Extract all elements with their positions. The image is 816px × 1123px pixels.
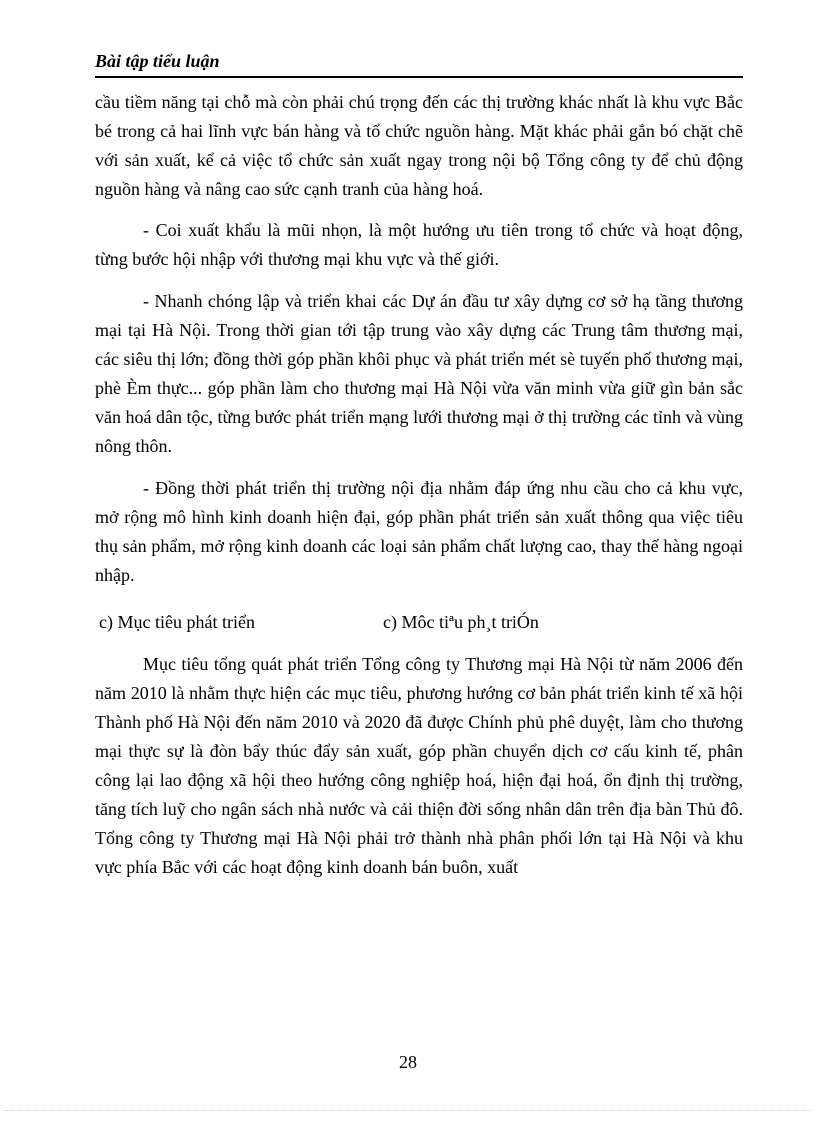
paragraph-development-goals: Mục tiêu tổng quát phát triển Tổng công ty Thương mại Hà Nội từ năm 2006 đến năm 2010 là nhằm thực hiện các mục tiêu, phương hướng cơ bản phát triển kinh tế xã hội Thành phố Hà Nội đến năm 2010 và 2020 đã được Chính phủ phê duyệt, làm cho thương mại thực sự là đòn bẩy thúc đẩy sản xuất, góp phần chuyển dịch cơ cấu kinh tế, phân công lại lao động xã hội theo hướng công nghiệp hoá, hiện đại hoá, ổn định thị trường, tăng tích luỹ cho ngân sách nhà nước và cải thiện đời sống nhân dân trên địa bàn Thủ đô. Tổng công ty Thương mại Hà Nội phải trở thành nhà phân phối lớn tại Hà Nội và khu vực phía Bắc với các hoạt động kinh doanh bán buôn, xuất (95, 654, 743, 877)
subheading-row (95, 608, 743, 637)
paragraph-export-priority: - Coi xuất khẩu là mũi nhọn, là một hướng ưu tiên trong tổ chức và hoạt động, từng bước hội nhập với thương mại khu vực và thế giới. (95, 220, 743, 269)
header-title: Bài tập tiểu luận (95, 51, 220, 71)
bottom-divider (4, 1110, 812, 1111)
paragraph-continuation: cầu tiềm năng tại chỗ mà còn phải chú trọng đến các thị trường khác nhất là khu vực Bắc bé trong cả hai lĩnh vực bán hàng và tổ chức nguồn hàng. Mặt khác phải gắn bó chặt chẽ với sản xuất, kể cả việc tổ chức sản xuất ngay trong nội bộ Tổng công ty để chủ động nguồn hàng và nâng cao sức cạnh tranh của hàng hoá. (95, 92, 743, 199)
document-body (95, 88, 743, 882)
page-header (95, 50, 743, 78)
subheading-right-garbled: c) Môc tiªu ph¸t triÓn (383, 612, 539, 632)
subheading-left: c) Mục tiêu phát triển (99, 612, 255, 632)
page-number: 28 (399, 1052, 417, 1072)
paragraph-infrastructure: - Nhanh chóng lập và triển khai các Dự án đầu tư xây dựng cơ sở hạ tầng thương mại tại Hà Nội. Trong thời gian tới tập trung vào xây dựng các Trung tâm thương mại, các siêu thị lớn; đồng thời góp phần khôi phục và phát triển mét sè tuyến phố thương mại, phè Èm thực... góp phần làm cho thương mại Hà Nội vừa văn minh vừa giữ gìn bản sắc văn hoá dân tộc, từng bước phát triển mạng lưới thương mại ở thị trường các tỉnh và vùng nông thôn. (95, 291, 743, 456)
paragraph-domestic-market: - Đồng thời phát triển thị trường nội địa nhằm đáp ứng nhu cầu cho cả khu vực, mở rộng mô hình kinh doanh hiện đại, góp phần phát triển sản xuất thông qua việc tiêu thụ sản phẩm, mở rộng kinh doanh các loại sản phẩm chất lượng cao, thay thế hàng ngoại nhập. (95, 478, 743, 585)
